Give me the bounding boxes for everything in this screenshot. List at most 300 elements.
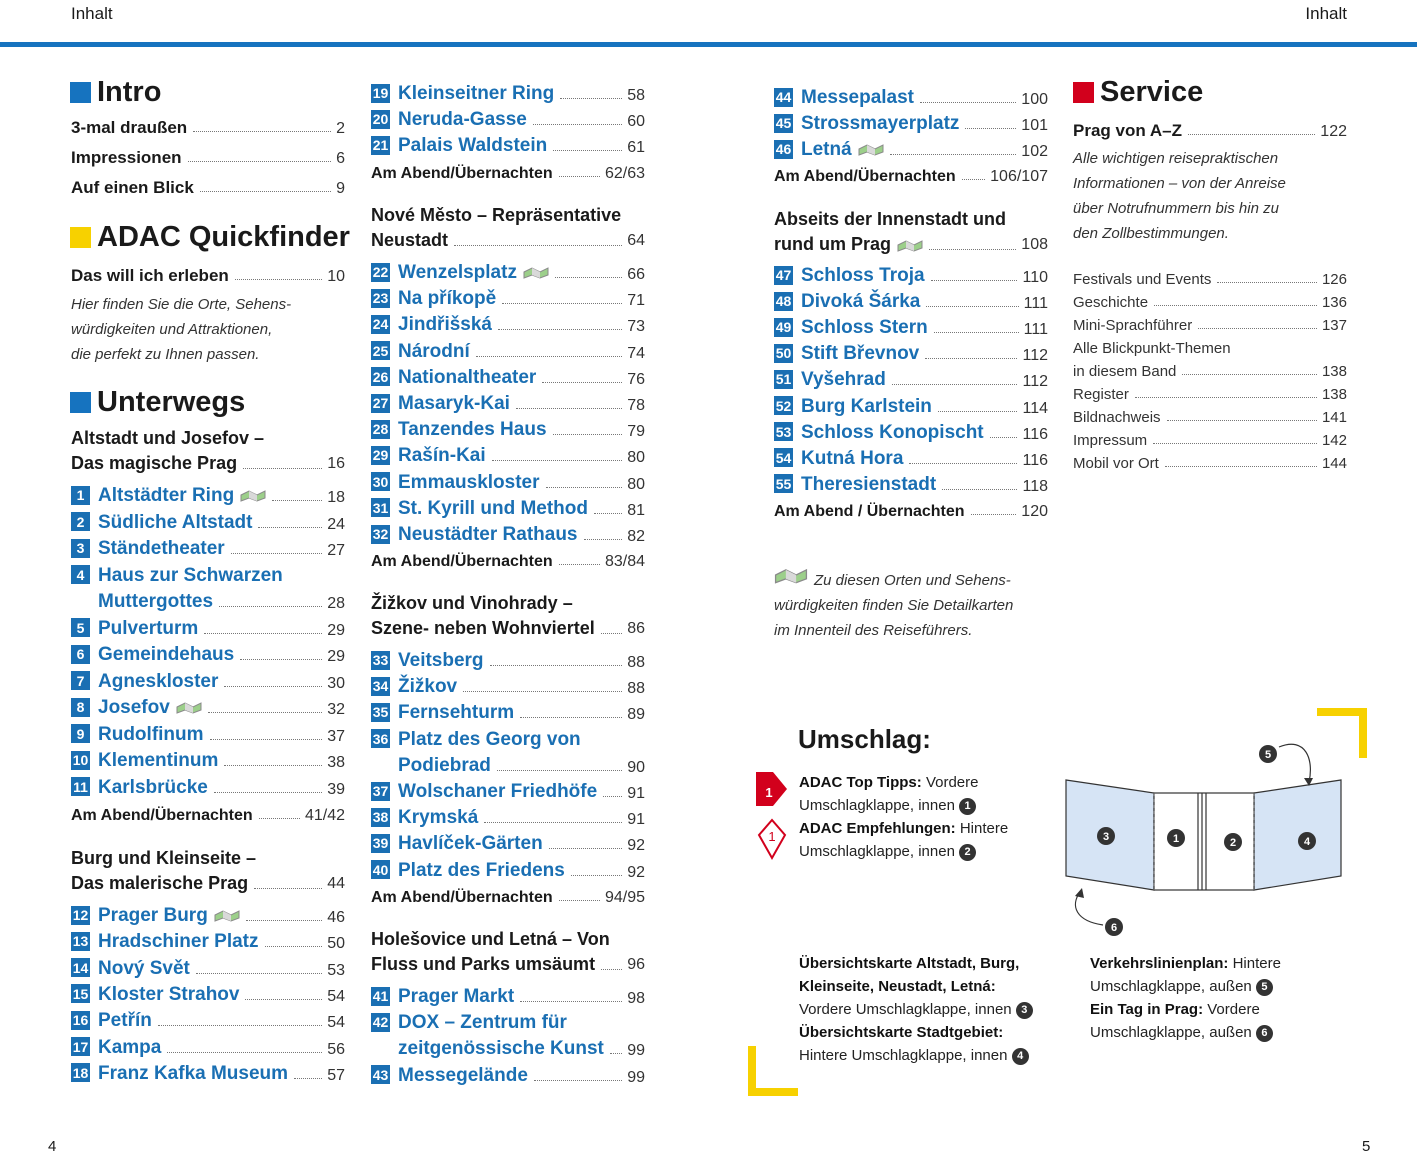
- sight-name: Havlíček-Gärten: [398, 833, 543, 855]
- page-ref: 66: [627, 266, 645, 283]
- dot-leader: [571, 875, 622, 876]
- page-ref: 90: [627, 758, 645, 776]
- sight-entry[interactable]: [71, 775, 345, 799]
- dot-leader: [246, 920, 322, 921]
- dot-leader: [934, 332, 1019, 333]
- toc-entry[interactable]: [1073, 335, 1347, 357]
- dot-leader: [516, 408, 622, 409]
- page-ref: 39: [327, 780, 345, 798]
- dot-leader: [926, 306, 1018, 307]
- toc-entry[interactable]: [1073, 358, 1347, 380]
- dot-leader: [555, 277, 622, 278]
- sight-entry[interactable]: [371, 753, 645, 777]
- detail-map-icon: [858, 142, 884, 156]
- toc-entry[interactable]: Prag von A–Z 122: [1073, 121, 1347, 140]
- dot-leader: [476, 356, 622, 357]
- sight-entry[interactable]: [371, 312, 645, 336]
- sight-name: Tanzendes Haus: [398, 419, 547, 441]
- sight-entry[interactable]: [71, 483, 345, 507]
- dot-leader: [1182, 374, 1317, 375]
- sight-number-badge: 15: [72, 985, 89, 1002]
- toc-entry-label: Impressum: [1073, 432, 1148, 449]
- sight-number-badge: 50: [775, 345, 792, 362]
- sight-entry[interactable]: [371, 391, 645, 415]
- dot-leader: [167, 1052, 322, 1053]
- dot-leader: [200, 191, 331, 192]
- sight-entry[interactable]: [774, 367, 1048, 391]
- sight-entry[interactable]: [371, 1063, 645, 1087]
- toc-entry-label: Alle Blickpunkt-Themen: [1073, 340, 1231, 357]
- detail-map-icon: [176, 700, 202, 714]
- sight-entry[interactable]: [71, 642, 345, 666]
- toc-entry[interactable]: [1073, 266, 1347, 288]
- cover-uebersichtskarten: Übersichtskarte Altstadt, Burg, Kleinseite, Neustadt, Letná: Vordere Umschlagklappe, innen 3 Übersichtskarte Stadtgebiet: Hintere Umschlagklappe, innen 4: [799, 952, 1033, 1067]
- number-badge: 3: [1016, 1002, 1033, 1019]
- sight-number-badge: 25: [372, 342, 389, 359]
- dot-leader: [1198, 328, 1317, 329]
- dot-leader: [158, 1025, 322, 1026]
- page-ref: 56: [327, 1040, 345, 1058]
- sight-name: Národní: [398, 340, 470, 362]
- toc-entry[interactable]: [1073, 427, 1347, 449]
- number-badge: 1: [959, 798, 976, 815]
- sight-entry[interactable]: [371, 286, 645, 310]
- dot-leader: [245, 999, 322, 1000]
- region-heading[interactable]: Žižkov und Vinohrady – Szene- neben Wohnviertel 86: [371, 593, 645, 638]
- page-ref: 92: [627, 863, 645, 881]
- sight-number-badge: 23: [372, 290, 389, 307]
- sight-number-badge: 33: [372, 652, 389, 668]
- sight-entry[interactable]: [71, 956, 345, 980]
- page-ref: 82: [627, 528, 645, 545]
- running-header-left: Inhalt: [71, 4, 113, 23]
- sight-number-badge: 3: [71, 539, 90, 558]
- region-heading[interactable]: Altstadt und Josefov – Das magische Prag 16: [71, 428, 345, 473]
- sight-entry[interactable]: [371, 674, 645, 698]
- sight-entry[interactable]: [371, 496, 645, 520]
- sight-entry[interactable]: [774, 289, 1048, 313]
- page-ref: 54: [327, 987, 345, 1005]
- sight-name: Messegelände: [398, 1064, 528, 1086]
- abend-entry[interactable]: Am Abend/Übernachten 41/42: [71, 807, 345, 824]
- dot-leader: [502, 303, 622, 304]
- empfehlung-marker-number: 1: [768, 829, 776, 844]
- sight-entry[interactable]: [71, 1061, 345, 1085]
- toc-entry[interactable]: [1073, 289, 1347, 311]
- sight-name: Ständetheater: [98, 538, 225, 559]
- sight-entry[interactable]: [371, 1010, 645, 1034]
- sight-entry[interactable]: [71, 1008, 345, 1032]
- diagram-number: 3: [1102, 831, 1110, 843]
- sight-number-badge: 41: [372, 988, 389, 1004]
- sight-number-badge: 27: [372, 395, 389, 411]
- sight-name: Agneskloster: [98, 670, 219, 692]
- detail-map-icon: [897, 238, 923, 252]
- sight-name: Südliche Altstadt: [98, 511, 253, 533]
- dot-leader: [1153, 443, 1317, 444]
- sight-entry[interactable]: [774, 420, 1048, 444]
- abend-entry[interactable]: Am Abend/Übernachten 62/63: [371, 165, 645, 182]
- page-ref: 88: [627, 654, 645, 671]
- sight-name: zeitgenössische Kunst: [398, 1038, 604, 1060]
- sight-number-badge: 7: [71, 671, 90, 690]
- sight-number-badge: 40: [372, 861, 389, 878]
- dot-leader: [560, 98, 622, 99]
- sight-entry[interactable]: [71, 669, 345, 693]
- page-ref: 114: [1022, 399, 1048, 417]
- dot-leader: [594, 513, 622, 514]
- page-ref: 101: [1021, 117, 1048, 134]
- sight-name: Rašín-Kai: [398, 445, 486, 467]
- yellow-square-icon: [70, 227, 91, 248]
- sight-name: Rudolfinum: [98, 723, 204, 745]
- toc-entry-label: Mini-Sprachführer: [1073, 317, 1193, 334]
- sight-name: Veitsberg: [398, 650, 484, 671]
- dot-leader: [520, 1001, 622, 1002]
- sight-name: Krymská: [398, 807, 479, 829]
- toc-entry-label: Auf einen Blick: [71, 178, 194, 197]
- abend-entry[interactable]: Am Abend/Übernachten 106/107: [774, 168, 1048, 185]
- region-heading[interactable]: Burg und Kleinseite – Das malerische Prag 44: [71, 848, 345, 893]
- sight-entry[interactable]: [71, 929, 345, 953]
- page-ref: 9: [336, 180, 345, 197]
- dot-leader: [193, 131, 331, 132]
- page-ref: 78: [627, 397, 645, 414]
- number-badge: 2: [959, 844, 976, 861]
- dot-leader: [1217, 282, 1317, 283]
- sight-entry[interactable]: [371, 107, 645, 131]
- empfehlung-marker-icon: [757, 818, 787, 862]
- page-number-left: 4: [48, 1138, 57, 1155]
- dot-leader: [553, 150, 622, 151]
- sight-name: Vyšehrad: [801, 369, 886, 391]
- diagram-number: 1: [1172, 833, 1180, 845]
- sight-number-badge: 35: [372, 704, 389, 721]
- sight-name: Prager Burg: [98, 905, 208, 926]
- dot-leader: [224, 765, 322, 766]
- dot-leader: [231, 553, 323, 554]
- page-ref: 88: [627, 680, 645, 698]
- sight-name: Burg Karlstein: [801, 395, 932, 417]
- sight-entry[interactable]: [71, 903, 345, 927]
- dot-leader: [542, 382, 622, 383]
- sight-name: Klementinum: [98, 750, 219, 771]
- page-ref: 80: [627, 475, 645, 493]
- sight-number-badge: 24: [372, 316, 389, 333]
- sight-name: Žižkov: [398, 676, 458, 698]
- detail-map-icon: [214, 908, 240, 922]
- running-header-right: Inhalt: [1305, 4, 1347, 23]
- sight-entry[interactable]: [371, 727, 645, 751]
- sight-name: Neruda-Gasse: [398, 109, 527, 130]
- sight-entry[interactable]: [71, 695, 345, 719]
- dot-leader: [204, 633, 322, 634]
- sight-entry[interactable]: [371, 984, 645, 1008]
- blue-square-icon: [70, 392, 91, 413]
- sight-name: Haus zur Schwarzen: [98, 564, 283, 586]
- cover-top-tipps: ADAC Top Tipps: Vordere Umschlagklappe, innen 1 ADAC Empfehlungen: Hintere Umschlagklappe, innen 2: [799, 774, 1009, 860]
- yellow-corner-bracket: [748, 1046, 798, 1096]
- sight-entry[interactable]: [371, 1036, 645, 1060]
- sight-entry[interactable]: [371, 831, 645, 855]
- toc-entry-label: Festivals und Events: [1073, 271, 1212, 288]
- sight-entry[interactable]: [774, 394, 1048, 418]
- sight-entry[interactable]: [371, 133, 645, 157]
- dot-leader: [925, 358, 1017, 359]
- dot-leader: [549, 848, 623, 849]
- cover-aussen: Verkehrslinienplan: Hintere Umschlagklappe, außen 5 Ein Tag in Prag: Vordere Umschlagklappe, außen 6: [1090, 955, 1281, 1041]
- dot-leader: [520, 717, 622, 718]
- sight-entry[interactable]: [371, 700, 645, 724]
- region-heading[interactable]: Nové Město – Repräsentative Neustadt 64: [371, 205, 645, 250]
- dot-leader: [892, 384, 1018, 385]
- sight-entry[interactable]: [774, 341, 1048, 365]
- abend-entry[interactable]: Am Abend/Übernachten 94/95: [371, 889, 645, 906]
- page-ref: 111: [1023, 321, 1048, 339]
- sight-name: Schloss Konopischt: [801, 421, 984, 443]
- dot-leader: [214, 792, 322, 793]
- page-ref: 92: [627, 837, 645, 855]
- sight-entry[interactable]: [71, 589, 345, 613]
- page-number-right: 5: [1362, 1138, 1371, 1155]
- dot-leader: [463, 691, 622, 692]
- toc-entry[interactable]: [71, 174, 345, 198]
- dot-leader: [603, 796, 622, 797]
- page-ref: 102: [1021, 143, 1048, 160]
- sight-name: Schloss Stern: [801, 317, 928, 339]
- sight-number-badge: 29: [372, 447, 389, 464]
- sight-entry[interactable]: [371, 417, 645, 441]
- page-ref: 73: [627, 318, 645, 336]
- sight-name: Prager Markt: [398, 986, 515, 1007]
- dot-leader: [546, 487, 623, 488]
- toc-entry-label: Geschichte: [1073, 294, 1149, 311]
- page-ref: 2: [336, 120, 345, 137]
- toc-entry-label: Impressionen: [71, 148, 182, 167]
- sight-entry[interactable]: [371, 779, 645, 803]
- dot-leader: [1135, 397, 1317, 398]
- page-ref: 30: [327, 674, 345, 692]
- page-ref: 138: [1321, 363, 1347, 380]
- sight-name: Kleinseitner Ring: [398, 83, 555, 104]
- page-ref: 126: [1321, 271, 1347, 288]
- page-ref: 81: [627, 501, 645, 519]
- sight-number-badge: 37: [372, 783, 389, 799]
- dot-leader: [920, 102, 1016, 103]
- page-ref: 57: [327, 1066, 345, 1084]
- sight-entry[interactable]: [71, 1035, 345, 1059]
- sight-name: Franz Kafka Museum: [98, 1062, 289, 1084]
- page-ref: 54: [327, 1014, 345, 1032]
- sight-number-badge: 4: [71, 565, 90, 584]
- page-ref: 38: [327, 754, 345, 771]
- sight-number-badge: 45: [775, 115, 792, 131]
- sight-number-badge: 53: [775, 423, 792, 440]
- sight-number-badge: 55: [775, 475, 792, 492]
- abend-entry[interactable]: Am Abend / Übernachten 120: [774, 503, 1048, 520]
- sight-number-badge: 42: [372, 1014, 389, 1031]
- sight-number-badge: 20: [372, 111, 389, 127]
- sight-number-badge: 9: [71, 724, 90, 743]
- sight-entry[interactable]: [71, 982, 345, 1006]
- sight-name: Theresienstadt: [801, 473, 937, 495]
- sight-number-badge: 5: [71, 618, 90, 637]
- sight-number-badge: 47: [775, 267, 792, 283]
- sight-number-badge: 52: [775, 397, 792, 414]
- sight-name: DOX – Zentrum für: [398, 1012, 567, 1034]
- detail-map-icon: [240, 488, 266, 502]
- page-ref: 116: [1022, 451, 1048, 469]
- sight-entry[interactable]: [371, 858, 645, 882]
- toc-entry-label: 3-mal draußen: [71, 118, 188, 137]
- sight-entry[interactable]: [371, 648, 645, 672]
- sight-entry[interactable]: [71, 536, 345, 560]
- region-heading[interactable]: Holešovice und Letná – Von Fluss und Parks umsäumt 96: [371, 929, 645, 974]
- sight-number-badge: 12: [72, 907, 89, 923]
- dot-leader: [492, 460, 623, 461]
- dot-leader: [498, 329, 622, 330]
- diagram-number: 6: [1110, 922, 1118, 934]
- sight-number-badge: 19: [372, 85, 389, 101]
- sight-number-badge: 21: [372, 137, 389, 153]
- dot-leader: [584, 539, 623, 540]
- page-ref: 99: [627, 1068, 645, 1086]
- sight-number-badge: 30: [372, 473, 389, 490]
- page-ref: 6: [336, 150, 345, 167]
- blue-square-icon: [70, 82, 91, 103]
- sight-name: Messepalast: [801, 87, 915, 108]
- sight-name: Muttergottes: [98, 591, 214, 612]
- sight-entry[interactable]: [774, 85, 1048, 109]
- sight-entry[interactable]: [371, 339, 645, 363]
- region-heading[interactable]: Abseits der Innenstadt und rund um Prag 108: [774, 209, 1048, 254]
- dot-leader: [1167, 420, 1317, 421]
- sight-name: Na příkopě: [398, 288, 497, 310]
- dot-leader: [208, 712, 322, 713]
- sight-name: Letná: [801, 139, 852, 160]
- page-ref: 142: [1321, 432, 1347, 449]
- abend-entry[interactable]: Am Abend/Übernachten 83/84: [371, 553, 645, 570]
- sight-entry[interactable]: [71, 616, 345, 640]
- sight-number-badge: 18: [72, 1064, 89, 1081]
- dot-leader: [1165, 466, 1317, 467]
- sight-name: Kloster Strahov: [98, 983, 240, 1005]
- sight-name: Kampa: [98, 1036, 162, 1058]
- sight-number-badge: 46: [775, 141, 792, 157]
- page-ref: 138: [1321, 386, 1347, 403]
- toc-entry[interactable]: [71, 144, 345, 168]
- sight-entry[interactable]: [371, 443, 645, 467]
- page-ref: 18: [327, 489, 345, 506]
- section-unterwegs-heading: Unterwegs: [70, 386, 245, 419]
- dot-leader: [272, 500, 322, 501]
- page-ref: 50: [327, 935, 345, 953]
- sight-entry[interactable]: [71, 563, 345, 587]
- sight-name: Karlsbrücke: [98, 776, 208, 798]
- dot-leader: [990, 437, 1018, 438]
- dot-leader: [490, 665, 623, 666]
- sight-entry[interactable]: [774, 137, 1048, 161]
- page-ref: 100: [1021, 91, 1048, 108]
- sight-number-badge: 48: [775, 293, 792, 310]
- toc-entry[interactable]: [1073, 404, 1347, 426]
- dot-leader: [610, 1053, 622, 1054]
- page-ref: 144: [1321, 455, 1347, 472]
- sight-name: Kutná Hora: [801, 447, 904, 469]
- sight-entry[interactable]: [371, 260, 645, 284]
- sight-name: Pulverturm: [98, 617, 199, 639]
- sight-entry[interactable]: [774, 446, 1048, 470]
- sight-name: Wolschaner Friedhöfe: [398, 781, 598, 802]
- page-ref: 116: [1022, 425, 1048, 443]
- sight-entry[interactable]: [371, 81, 645, 105]
- sight-entry[interactable]: [371, 522, 645, 546]
- quickfinder-description: Hier finden Sie die Orte, Sehens- würdigkeiten und Attraktionen, die perfekt zu Ihnen passen.: [71, 296, 292, 363]
- header-rule: [0, 42, 1417, 47]
- page-ref: 89: [627, 706, 645, 724]
- page-ref: 74: [627, 344, 645, 362]
- dot-leader: [224, 686, 322, 687]
- page-ref: 91: [627, 811, 645, 829]
- diagram-number: 2: [1229, 837, 1237, 849]
- toc-entry[interactable]: [1073, 450, 1347, 472]
- sight-name: Nationaltheater: [398, 366, 537, 388]
- page-ref: 58: [627, 87, 645, 104]
- page-ref: 46: [327, 909, 345, 926]
- sight-entry[interactable]: [71, 510, 345, 534]
- sight-entry[interactable]: [371, 365, 645, 389]
- page-ref: 91: [627, 785, 645, 802]
- sight-entry[interactable]: [371, 805, 645, 829]
- sight-number-badge: 2: [71, 512, 90, 531]
- section-intro-heading: Intro: [70, 76, 161, 109]
- sight-number-badge: 49: [775, 319, 792, 336]
- sight-number-badge: 6: [71, 645, 90, 664]
- sight-number-badge: 31: [372, 499, 389, 516]
- sight-entry[interactable]: [71, 748, 345, 772]
- sight-number-badge: 44: [775, 89, 792, 105]
- sight-entry[interactable]: [371, 470, 645, 494]
- toc-entry[interactable]: [1073, 381, 1347, 403]
- page-ref: 111: [1023, 295, 1048, 313]
- sight-entry[interactable]: [774, 472, 1048, 496]
- sight-entry[interactable]: [774, 315, 1048, 339]
- toc-entry[interactable]: Das will ich erleben 10: [71, 266, 345, 285]
- diagram-number: 5: [1264, 749, 1272, 761]
- sight-name: Stift Břevnov: [801, 343, 920, 365]
- sight-entry[interactable]: [774, 111, 1048, 135]
- sight-number-badge: 39: [372, 835, 389, 852]
- page-ref: 24: [327, 515, 345, 533]
- dot-leader: [553, 434, 623, 435]
- dot-leader: [294, 1078, 322, 1079]
- number-badge: 4: [1012, 1048, 1029, 1065]
- toc-entry[interactable]: [1073, 312, 1347, 334]
- sight-number-badge: 36: [372, 730, 389, 747]
- sight-entry[interactable]: [774, 263, 1048, 287]
- toc-entry[interactable]: [71, 114, 345, 138]
- dot-leader: [258, 527, 322, 528]
- toc-entry-label: Bildnachweis: [1073, 409, 1161, 426]
- page-ref: 60: [627, 113, 645, 130]
- sight-entry[interactable]: [71, 722, 345, 746]
- page-ref: 29: [327, 621, 345, 639]
- page-ref: 80: [627, 449, 645, 467]
- dot-leader: [265, 946, 323, 947]
- dot-leader: [909, 463, 1017, 464]
- section-service-heading: Service: [1073, 76, 1203, 109]
- page-ref: 53: [327, 961, 345, 979]
